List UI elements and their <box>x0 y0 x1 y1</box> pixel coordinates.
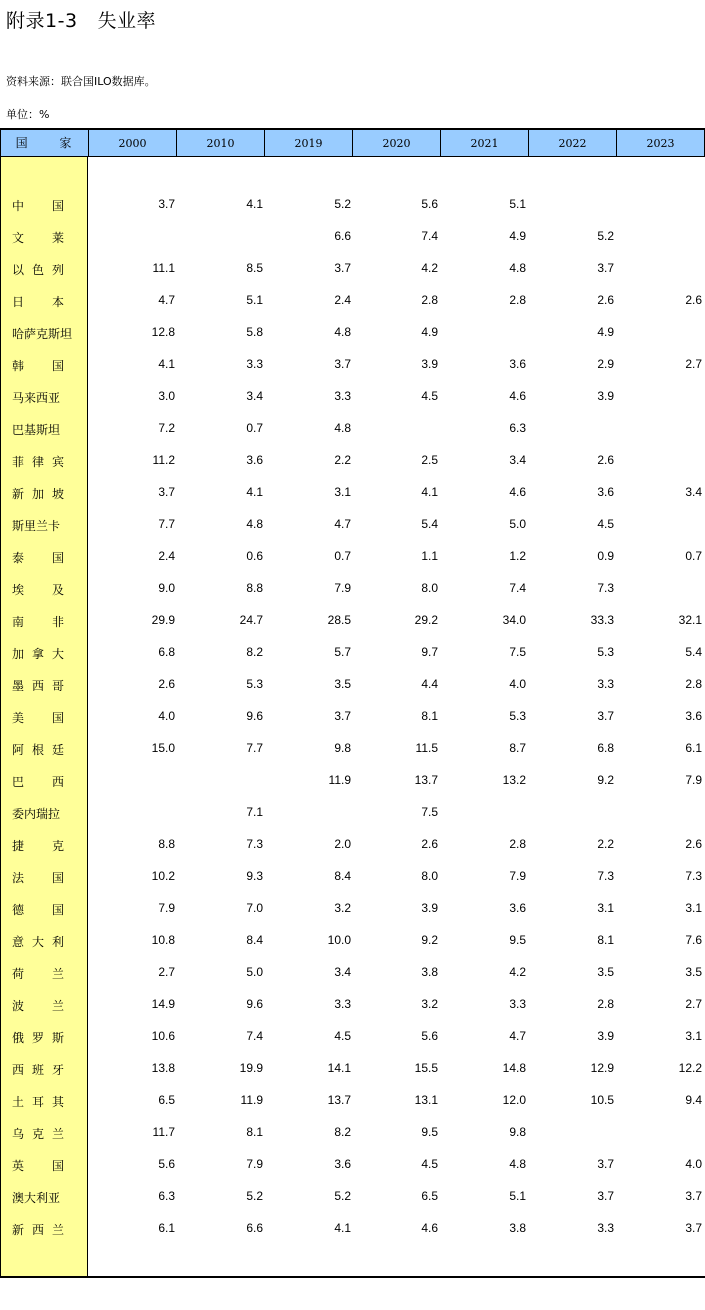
page-title <box>6 6 156 33</box>
rate-cell: 9.7 <box>421 645 438 659</box>
rate-cell: 6.3 <box>509 421 526 435</box>
rate-cell: 2.4 <box>334 293 351 307</box>
rate-cell: 7.6 <box>685 933 702 947</box>
rate-cell: 10.5 <box>590 1093 614 1107</box>
rate-cell: 7.3 <box>685 869 702 883</box>
header-year: 2021 <box>440 130 528 157</box>
rate-cell: 2.6 <box>421 837 438 851</box>
rate-cell: 4.1 <box>421 485 438 499</box>
rate-cell: 5.4 <box>421 517 438 531</box>
country-name: 泰国 <box>12 551 64 565</box>
country-name: 乌克兰 <box>12 1127 64 1141</box>
country-name: 墨西哥 <box>12 679 64 693</box>
table-row <box>0 189 705 221</box>
country-name: 法国 <box>12 871 64 885</box>
rate-cell: 3.7 <box>158 197 175 211</box>
rate-cell: 3.2 <box>334 901 351 915</box>
rate-cell: 4.9 <box>509 229 526 243</box>
country-name: 加拿大 <box>12 647 64 661</box>
country-name: 文莱 <box>12 231 64 245</box>
table-row <box>0 669 705 701</box>
country-name: 巴西 <box>12 775 64 789</box>
rate-cell: 4.9 <box>597 325 614 339</box>
rate-cell: 11.2 <box>152 453 175 467</box>
rate-cell: 7.2 <box>158 421 175 435</box>
country-name: 韩国 <box>12 359 64 373</box>
rate-cell: 4.7 <box>509 1029 526 1043</box>
table-row <box>0 285 705 317</box>
rate-cell: 4.6 <box>421 1221 438 1235</box>
rate-cell: 11.7 <box>152 1125 175 1139</box>
country-name: 新西兰 <box>12 1223 64 1237</box>
rate-cell: 3.4 <box>246 389 263 403</box>
rate-cell: 7.3 <box>246 837 263 851</box>
rate-cell: 9.3 <box>246 869 263 883</box>
country-name: 日本 <box>12 295 64 309</box>
country-name: 意大利 <box>12 935 64 949</box>
country-name: 德国 <box>12 903 64 917</box>
rate-cell: 3.1 <box>685 901 702 915</box>
table-row <box>0 733 705 765</box>
rate-cell: 32.1 <box>678 613 702 627</box>
rate-cell: 3.3 <box>597 1221 614 1235</box>
rate-cell: 3.9 <box>597 1029 614 1043</box>
rate-cell: 3.7 <box>334 357 351 371</box>
rate-cell: 14.1 <box>327 1061 351 1075</box>
rate-cell: 7.3 <box>597 869 614 883</box>
country-name: 土耳其 <box>12 1095 64 1109</box>
rate-cell: 4.1 <box>246 197 263 211</box>
rate-cell: 4.8 <box>334 421 351 435</box>
rate-cell: 10.0 <box>327 933 351 947</box>
rate-cell: 0.7 <box>334 549 351 563</box>
rate-cell: 3.1 <box>685 1029 702 1043</box>
rate-cell: 2.8 <box>421 293 438 307</box>
rate-cell: 2.6 <box>158 677 175 691</box>
rate-cell: 10.8 <box>151 933 175 947</box>
table-row <box>0 765 705 797</box>
appendix-number: 附录1-3 <box>6 10 78 32</box>
country-name: 委内瑞拉 <box>12 807 61 821</box>
table-row <box>0 797 705 829</box>
rate-cell: 19.9 <box>239 1061 263 1075</box>
rate-cell: 9.5 <box>509 933 526 947</box>
table-row <box>0 1213 705 1245</box>
rate-cell: 7.4 <box>246 1029 263 1043</box>
rate-cell: 7.9 <box>158 901 175 915</box>
country-name: 新加坡 <box>12 487 64 501</box>
rate-cell: 14.9 <box>151 997 175 1011</box>
rate-cell: 2.7 <box>158 965 175 979</box>
rate-cell: 7.1 <box>246 805 263 819</box>
rate-cell: 7.5 <box>509 645 526 659</box>
rate-cell: 3.7 <box>334 709 351 723</box>
rate-cell: 5.0 <box>246 965 263 979</box>
table-row <box>0 925 705 957</box>
rate-cell: 2.5 <box>421 453 438 467</box>
rate-cell: 5.1 <box>509 197 526 211</box>
rate-cell: 4.5 <box>421 1157 438 1171</box>
table-row <box>0 1085 705 1117</box>
rate-cell: 6.1 <box>685 741 702 755</box>
country-name: 西班牙 <box>12 1063 64 1077</box>
title-text: 失业率 <box>97 10 157 32</box>
rate-cell: 5.3 <box>246 677 263 691</box>
header-year: 2022 <box>528 130 616 157</box>
header-year: 2023 <box>616 130 705 157</box>
table-row <box>0 381 705 413</box>
country-name: 美国 <box>12 711 64 725</box>
rate-cell: 3.7 <box>685 1189 702 1203</box>
rate-cell: 8.1 <box>597 933 614 947</box>
rate-cell: 3.9 <box>597 389 614 403</box>
rate-cell: 29.2 <box>414 613 438 627</box>
rate-cell: 14.8 <box>502 1061 526 1075</box>
header-year: 2020 <box>352 130 440 157</box>
table-bottom-rule <box>0 1276 705 1278</box>
country-name: 阿根廷 <box>12 743 64 757</box>
rate-cell: 10.6 <box>151 1029 175 1043</box>
table-row <box>0 829 705 861</box>
table-row <box>0 1181 705 1213</box>
rate-cell: 9.6 <box>246 997 263 1011</box>
rate-cell: 4.6 <box>509 485 526 499</box>
rate-cell: 13.7 <box>327 1093 351 1107</box>
header-year: 2010 <box>176 130 264 157</box>
rate-cell: 3.9 <box>421 357 438 371</box>
rate-cell: 1.2 <box>509 549 526 563</box>
rate-cell: 2.7 <box>685 997 702 1011</box>
rate-cell: 12.9 <box>590 1061 614 1075</box>
rate-cell: 3.6 <box>597 485 614 499</box>
rate-cell: 5.2 <box>334 1189 351 1203</box>
rate-cell: 4.0 <box>158 709 175 723</box>
rate-cell: 24.7 <box>239 613 263 627</box>
rate-cell: 3.6 <box>246 453 263 467</box>
country-name: 马来西亚 <box>12 391 61 405</box>
header-country: 国 家 <box>0 130 88 157</box>
rate-cell: 4.5 <box>597 517 614 531</box>
rate-cell: 8.1 <box>421 709 438 723</box>
rate-cell: 7.3 <box>597 581 614 595</box>
table-row <box>0 989 705 1021</box>
rate-cell: 29.9 <box>151 613 175 627</box>
unit-note: 单位：% <box>6 108 50 121</box>
rate-cell: 3.3 <box>334 389 351 403</box>
rate-cell: 4.9 <box>421 325 438 339</box>
rate-cell: 15.5 <box>414 1061 438 1075</box>
rate-cell: 6.3 <box>158 1189 175 1203</box>
rate-cell: 15.0 <box>151 741 175 755</box>
rate-cell: 5.2 <box>334 197 351 211</box>
country-name: 中国 <box>12 199 64 213</box>
rate-cell: 4.0 <box>685 1157 702 1171</box>
rate-cell: 11.5 <box>415 741 438 755</box>
rate-cell: 3.3 <box>246 357 263 371</box>
rate-cell: 9.8 <box>509 1125 526 1139</box>
rate-cell: 9.2 <box>597 773 614 787</box>
rate-cell: 13.2 <box>502 773 526 787</box>
rate-cell: 8.1 <box>246 1125 263 1139</box>
rate-cell: 5.7 <box>334 645 351 659</box>
rate-cell: 13.1 <box>414 1093 438 1107</box>
rate-cell: 5.1 <box>509 1189 526 1203</box>
rate-cell: 3.8 <box>421 965 438 979</box>
country-name: 俄罗斯 <box>12 1031 64 1045</box>
table-row <box>0 317 705 349</box>
rate-cell: 4.8 <box>509 261 526 275</box>
rate-cell: 5.3 <box>509 709 526 723</box>
table-row <box>0 413 705 445</box>
rate-cell: 5.1 <box>246 293 263 307</box>
rate-cell: 4.8 <box>509 1157 526 1171</box>
rate-cell: 33.3 <box>590 613 614 627</box>
rate-cell: 8.4 <box>246 933 263 947</box>
rate-cell: 4.6 <box>509 389 526 403</box>
rate-cell: 8.4 <box>334 869 351 883</box>
country-name: 埃及 <box>12 583 64 597</box>
rate-cell: 3.0 <box>158 389 175 403</box>
rate-cell: 3.4 <box>685 485 702 499</box>
rate-cell: 6.8 <box>158 645 175 659</box>
table-row <box>0 893 705 925</box>
rate-cell: 3.1 <box>597 901 614 915</box>
rate-cell: 2.7 <box>685 357 702 371</box>
rate-cell: 7.0 <box>246 901 263 915</box>
rate-cell: 2.9 <box>597 357 614 371</box>
rate-cell: 4.1 <box>158 357 175 371</box>
rate-cell: 3.4 <box>334 965 351 979</box>
rate-cell: 3.2 <box>421 997 438 1011</box>
rate-cell: 4.2 <box>421 261 438 275</box>
rate-cell: 4.8 <box>246 517 263 531</box>
rate-cell: 0.7 <box>246 421 263 435</box>
table-row <box>0 637 705 669</box>
country-name: 巴基斯坦 <box>12 423 61 437</box>
rate-cell: 5.6 <box>421 1029 438 1043</box>
country-name: 荷兰 <box>12 967 64 981</box>
rate-cell: 8.0 <box>421 869 438 883</box>
rate-cell: 11.9 <box>240 1093 263 1107</box>
country-name: 波兰 <box>12 999 64 1013</box>
rate-cell: 4.8 <box>334 325 351 339</box>
rate-cell: 7.4 <box>421 229 438 243</box>
rate-cell: 12.8 <box>151 325 175 339</box>
rate-cell: 3.7 <box>597 709 614 723</box>
rate-cell: 4.4 <box>421 677 438 691</box>
rate-cell: 4.7 <box>334 517 351 531</box>
table-row <box>0 349 705 381</box>
rate-cell: 4.1 <box>334 1221 351 1235</box>
rate-cell: 0.6 <box>246 549 263 563</box>
rate-cell: 7.7 <box>246 741 263 755</box>
country-name: 以色列 <box>12 263 64 277</box>
rate-cell: 4.1 <box>246 485 263 499</box>
table-header <box>0 128 705 157</box>
rate-cell: 8.2 <box>334 1125 351 1139</box>
rate-cell: 2.2 <box>334 453 351 467</box>
table-row <box>0 1021 705 1053</box>
rate-cell: 6.1 <box>158 1221 175 1235</box>
rate-cell: 3.3 <box>334 997 351 1011</box>
header-year: 2019 <box>264 130 352 157</box>
rate-cell: 2.0 <box>334 837 351 851</box>
rate-cell: 2.8 <box>509 837 526 851</box>
country-name: 斯里兰卡 <box>12 519 61 533</box>
table-row <box>0 605 705 637</box>
rate-cell: 7.9 <box>685 773 702 787</box>
rate-cell: 5.6 <box>158 1157 175 1171</box>
rate-cell: 5.3 <box>597 645 614 659</box>
rate-cell: 12.0 <box>502 1093 526 1107</box>
rate-cell: 3.6 <box>509 357 526 371</box>
rate-cell: 34.0 <box>502 613 526 627</box>
rate-cell: 9.8 <box>334 741 351 755</box>
rate-cell: 5.4 <box>685 645 702 659</box>
rate-cell: 3.4 <box>509 453 526 467</box>
rate-cell: 6.6 <box>334 229 351 243</box>
rate-cell: 13.7 <box>414 773 438 787</box>
rate-cell: 2.8 <box>509 293 526 307</box>
table-row <box>0 701 705 733</box>
rate-cell: 3.9 <box>421 901 438 915</box>
rate-cell: 6.6 <box>246 1221 263 1235</box>
rate-cell: 3.5 <box>685 965 702 979</box>
rate-cell: 5.8 <box>246 325 263 339</box>
table-row <box>0 573 705 605</box>
data-source-note: 资料来源：联合国ILO数据库。 <box>6 75 156 88</box>
rate-cell: 5.2 <box>597 229 614 243</box>
rate-cell: 3.7 <box>685 1221 702 1235</box>
rate-cell: 9.5 <box>421 1125 438 1139</box>
rate-cell: 2.8 <box>597 997 614 1011</box>
table-row <box>0 477 705 509</box>
rate-cell: 3.1 <box>334 485 351 499</box>
table-row <box>0 1117 705 1149</box>
rate-cell: 9.2 <box>421 933 438 947</box>
rate-cell: 3.6 <box>334 1157 351 1171</box>
table-row <box>0 957 705 989</box>
rate-cell: 11.9 <box>328 773 351 787</box>
rate-cell: 13.8 <box>151 1061 175 1075</box>
rate-cell: 7.9 <box>334 581 351 595</box>
rate-cell: 3.8 <box>509 1221 526 1235</box>
table-row <box>0 861 705 893</box>
rate-cell: 8.0 <box>421 581 438 595</box>
country-name: 南非 <box>12 615 64 629</box>
rate-cell: 2.8 <box>685 677 702 691</box>
rate-cell: 3.7 <box>597 1189 614 1203</box>
rate-cell: 9.6 <box>246 709 263 723</box>
country-name: 捷克 <box>12 839 64 853</box>
country-name: 澳大利亚 <box>12 1191 61 1205</box>
rate-cell: 0.9 <box>597 549 614 563</box>
rate-cell: 5.2 <box>246 1189 263 1203</box>
rate-cell: 2.4 <box>158 549 175 563</box>
rate-cell: 8.8 <box>158 837 175 851</box>
rate-cell: 3.7 <box>597 261 614 275</box>
table-row <box>0 1053 705 1085</box>
rate-cell: 12.2 <box>678 1061 702 1075</box>
table-row <box>0 509 705 541</box>
rate-cell: 4.2 <box>509 965 526 979</box>
rate-cell: 9.0 <box>158 581 175 595</box>
rate-cell: 3.7 <box>597 1157 614 1171</box>
rate-cell: 3.7 <box>158 485 175 499</box>
rate-cell: 5.6 <box>421 197 438 211</box>
rate-cell: 3.7 <box>334 261 351 275</box>
rate-cell: 3.3 <box>597 677 614 691</box>
table-row <box>0 445 705 477</box>
unemployment-table <box>0 128 705 1278</box>
rate-cell: 6.5 <box>421 1189 438 1203</box>
header-year: 2000 <box>88 130 176 157</box>
rate-cell: 0.7 <box>685 549 702 563</box>
table-row <box>0 1149 705 1181</box>
rate-cell: 7.7 <box>158 517 175 531</box>
rate-cell: 2.6 <box>597 293 614 307</box>
rate-cell: 9.4 <box>685 1093 702 1107</box>
rate-cell: 8.8 <box>246 581 263 595</box>
rate-cell: 8.5 <box>246 261 263 275</box>
table-row <box>0 541 705 573</box>
rate-cell: 7.9 <box>246 1157 263 1171</box>
rate-cell: 2.2 <box>597 837 614 851</box>
country-name: 菲律宾 <box>12 455 64 469</box>
rate-cell: 5.0 <box>509 517 526 531</box>
country-name: 英国 <box>12 1159 64 1173</box>
country-name: 哈萨克斯坦 <box>12 327 73 341</box>
rate-cell: 2.6 <box>597 453 614 467</box>
rate-cell: 3.6 <box>685 709 702 723</box>
rate-cell: 7.5 <box>421 805 438 819</box>
rate-cell: 11.1 <box>152 261 175 275</box>
rate-cell: 3.3 <box>509 997 526 1011</box>
rate-cell: 1.1 <box>421 549 438 563</box>
rate-cell: 4.5 <box>421 389 438 403</box>
rate-cell: 4.7 <box>158 293 175 307</box>
rate-cell: 28.5 <box>327 613 351 627</box>
rate-cell: 8.2 <box>246 645 263 659</box>
rate-cell: 3.5 <box>597 965 614 979</box>
rate-cell: 6.5 <box>158 1093 175 1107</box>
rate-cell: 2.6 <box>685 837 702 851</box>
rate-cell: 3.5 <box>334 677 351 691</box>
rate-cell: 6.8 <box>597 741 614 755</box>
rate-cell: 4.0 <box>509 677 526 691</box>
rate-cell: 7.4 <box>509 581 526 595</box>
table-row <box>0 221 705 253</box>
rate-cell: 7.9 <box>509 869 526 883</box>
rate-cell: 4.5 <box>334 1029 351 1043</box>
rate-cell: 8.7 <box>509 741 526 755</box>
rate-cell: 10.2 <box>151 869 175 883</box>
table-row <box>0 253 705 285</box>
rate-cell: 3.6 <box>509 901 526 915</box>
rate-cell: 2.6 <box>685 293 702 307</box>
